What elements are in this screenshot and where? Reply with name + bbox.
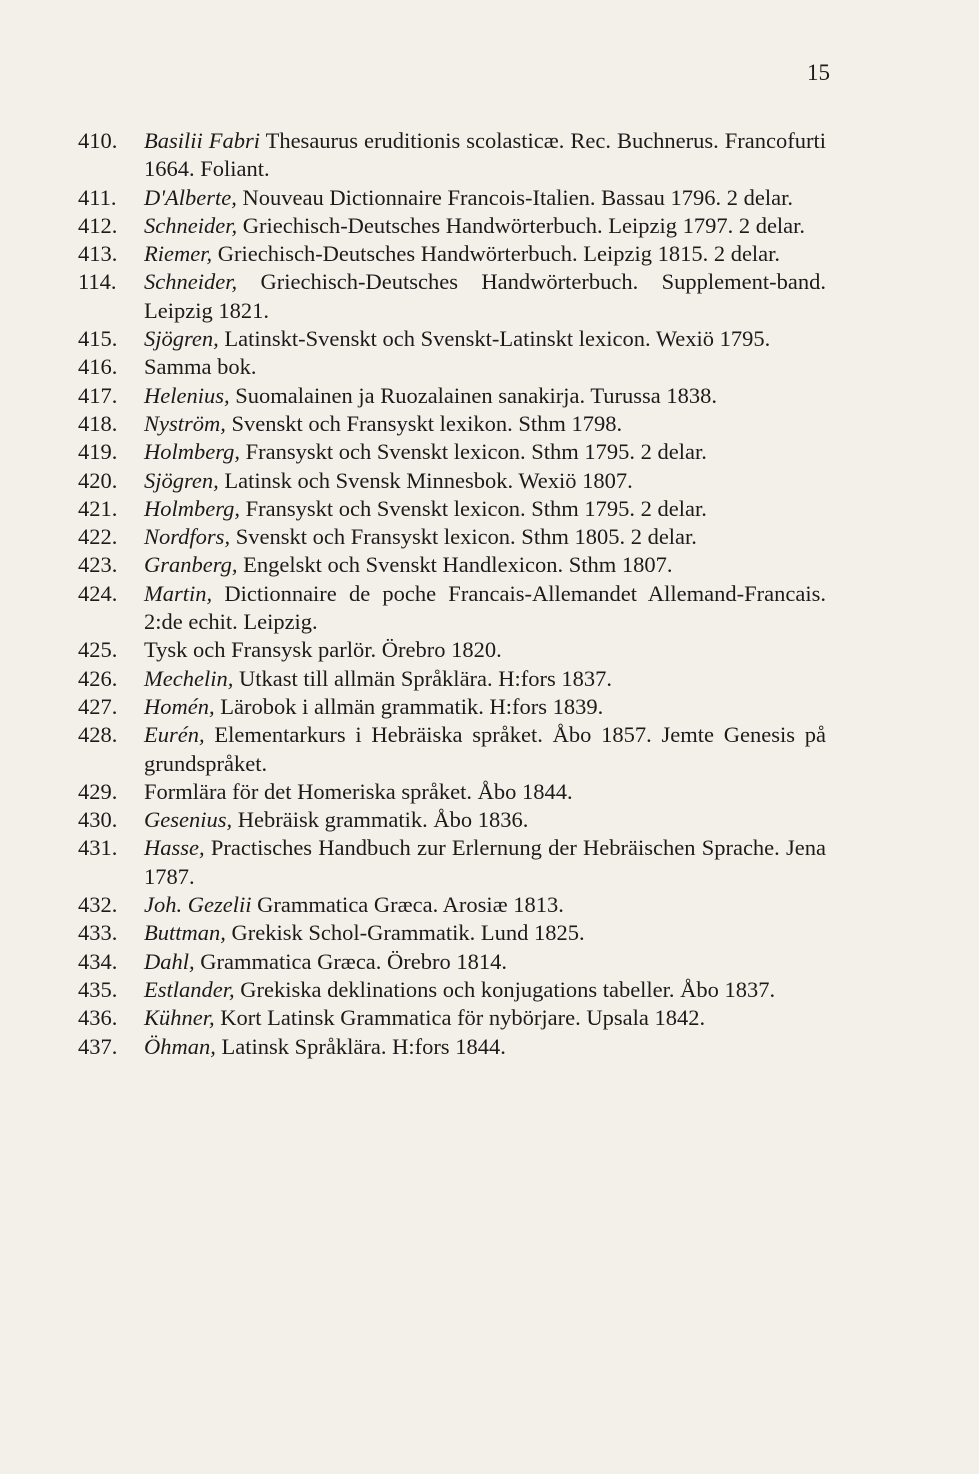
catalog-entry — [78, 551, 826, 579]
catalog-entry — [78, 721, 826, 778]
entry-author: Gesenius, — [144, 807, 233, 833]
entry-number: 417. — [78, 382, 118, 408]
entry-author: Martin, — [144, 580, 213, 606]
entry-number: 419. — [78, 439, 118, 465]
entry-text — [144, 382, 826, 410]
entry-title: Tysk och Fransysk parlör. Örebro 1820. — [144, 637, 502, 663]
entry-author: Homén, — [144, 693, 215, 719]
catalog-entry — [78, 212, 826, 240]
entry-text — [144, 778, 826, 806]
entry-number: 437. — [78, 1033, 118, 1059]
catalog-entry — [78, 806, 826, 834]
entry-title: Latinsk Språklära. H:fors 1844. — [215, 1033, 506, 1059]
entry-title: Griechisch-Deutsches Handwörterbuch. Supplement-band. Leipzig 1821. — [144, 269, 826, 323]
entry-title: Fransyskt och Svenskt lexicon. Sthm 1795. 2 delar. — [240, 495, 707, 521]
catalog-entry — [78, 1004, 826, 1032]
entry-number: 415. — [78, 326, 118, 352]
catalog-entry — [78, 495, 826, 523]
entry-number: 435. — [78, 976, 118, 1002]
entry-text — [144, 693, 826, 721]
entry-author: Schneider, — [144, 269, 238, 295]
entry-text — [144, 184, 826, 212]
catalog-entry — [78, 438, 826, 466]
entry-title: Latinskt-Svenskt och Svenskt-Latinskt lexicon. Wexiö 1795. — [218, 326, 771, 352]
entry-author: Basilii Fabri — [144, 128, 260, 153]
entry-title: Elementarkurs i Hebräiska språket. Åbo 1857. Jemte Genesis på grundspråket. — [144, 722, 826, 776]
entry-title: Latinsk och Svensk Minnesbok. Wexiö 1807. — [218, 467, 633, 493]
entry-number: 425. — [78, 637, 118, 663]
entry-title: Utkast till allmän Språklära. H:fors 1837. — [233, 665, 613, 691]
entry-author: Kühner, — [144, 1005, 215, 1031]
entry-author: Helenius, — [144, 382, 230, 408]
entry-number: 429. — [78, 778, 118, 804]
catalog-entry — [78, 184, 826, 212]
catalog-entry — [78, 834, 826, 891]
entry-title: Formlära för det Homeriska språket. Åbo 1844. — [144, 778, 573, 804]
entry-text — [144, 721, 826, 778]
entry-title: Fransyskt och Svenskt lexicon. Sthm 1795. 2 delar. — [240, 439, 707, 465]
entry-text — [144, 948, 826, 976]
entry-title: Griechisch-Deutsches Handwörterbuch. Leipzig 1815. 2 delar. — [212, 241, 781, 267]
catalog-entry — [78, 693, 826, 721]
entry-text — [144, 325, 826, 353]
catalog-entry — [78, 580, 826, 637]
entry-author: Nyström, — [144, 410, 226, 436]
entry-text — [144, 495, 826, 523]
catalog-entry — [78, 325, 826, 353]
entry-text — [144, 240, 826, 268]
entry-author: Sjögren, — [144, 467, 219, 493]
catalog-entry — [78, 353, 826, 381]
entry-number: 427. — [78, 693, 118, 719]
entry-author: Holmberg, — [144, 495, 241, 521]
entry-number: 433. — [78, 920, 118, 946]
entry-title: Dictionnaire de poche Francais-Allemandet Allemand-Francais. 2:de echit. Leipzig. — [144, 580, 826, 635]
entry-number: 420. — [78, 467, 118, 493]
entry-number: 422. — [78, 524, 118, 550]
entry-title: Suomalainen ja Ruozalainen sanakirja. Turussa 1838. — [229, 382, 718, 408]
entry-author: Nordfors, — [144, 524, 231, 550]
entry-title: Engelskt och Svenskt Handlexicon. Sthm 1807. — [237, 552, 673, 578]
entry-title: Griechisch-Deutsches Handwörterbuch. Leipzig 1797. 2 delar. — [237, 212, 806, 238]
catalog-entry — [78, 891, 826, 919]
entry-title: Svenskt och Fransyskt lexikon. Sthm 1798. — [225, 410, 623, 436]
entry-author: Buttman, — [144, 920, 226, 946]
entry-title: Grekisk Schol-Grammatik. Lund 1825. — [225, 920, 585, 946]
entry-number: 432. — [78, 892, 118, 918]
catalog-entry — [78, 778, 826, 806]
entry-number: 410. — [78, 128, 118, 153]
entry-number: 412. — [78, 212, 118, 238]
entry-text — [144, 806, 826, 834]
entry-text — [144, 467, 826, 495]
entry-author: Hasse, — [144, 835, 205, 861]
entry-text — [144, 438, 826, 466]
entry-author: Joh. Gezelii — [144, 892, 252, 918]
catalog-entry — [78, 523, 826, 551]
entry-number: 413. — [78, 241, 118, 267]
entry-author: Holmberg, — [144, 439, 241, 465]
entry-title: Lärobok i allmän grammatik. H:fors 1839. — [214, 693, 604, 719]
entry-author: Eurén, — [144, 722, 205, 748]
entry-author: Granberg, — [144, 552, 238, 578]
catalog-entry — [78, 976, 826, 1004]
entry-number: 436. — [78, 1005, 118, 1031]
entry-title: Svenskt och Fransyskt lexicon. Sthm 1805. 2 delar. — [230, 524, 697, 550]
entry-text — [144, 523, 826, 551]
entry-title: Kort Latinsk Grammatica för nybörjare. Upsala 1842. — [214, 1005, 706, 1031]
entry-text — [144, 1004, 826, 1032]
entry-number: 114. — [78, 269, 117, 295]
entry-number: 430. — [78, 807, 118, 833]
entry-text — [144, 891, 826, 919]
catalog-entry — [78, 948, 826, 976]
catalog-entry — [78, 1033, 826, 1061]
entry-text — [144, 212, 826, 240]
entry-title: Nouveau Dictionnaire Francois-Italien. Bassau 1796. 2 delar. — [236, 184, 794, 210]
entry-text — [144, 636, 826, 664]
catalog-entry — [78, 382, 826, 410]
catalog-entry — [78, 636, 826, 664]
entry-author: Öhman, — [144, 1033, 216, 1059]
entry-number: 411. — [78, 184, 117, 210]
entry-text — [144, 127, 826, 184]
entry-title: Grekiska deklinations och konjugations tabeller. Åbo 1837. — [234, 976, 776, 1002]
entry-text — [144, 919, 826, 947]
entry-author: Schneider, — [144, 212, 238, 238]
entry-title: Thesaurus eruditionis scolasticæ. Rec. Buchnerus. Francofurti 1664. Foliant. — [144, 128, 826, 182]
entry-text — [144, 410, 826, 438]
entry-author: Estlander, — [144, 976, 235, 1002]
entry-title: Samma bok. — [144, 354, 257, 380]
entry-text — [144, 580, 826, 637]
catalog-entry — [78, 467, 826, 495]
entry-number: 418. — [78, 410, 118, 436]
entry-author: Dahl, — [144, 948, 195, 974]
entry-text — [144, 551, 826, 579]
entry-text — [144, 353, 826, 381]
entry-title: Hebräisk grammatik. Åbo 1836. — [232, 807, 529, 833]
catalog-entry — [78, 268, 826, 325]
entry-number: 423. — [78, 552, 118, 578]
entry-author: Sjögren, — [144, 326, 219, 352]
entry-number: 428. — [78, 722, 118, 748]
entry-text — [144, 976, 826, 1004]
entry-number: 416. — [78, 354, 118, 380]
book-catalog-list — [78, 127, 826, 1061]
catalog-entry — [78, 665, 826, 693]
entry-number: 424. — [78, 580, 118, 606]
entry-author: Mechelin, — [144, 665, 234, 691]
entry-author: D'Alberte, — [144, 184, 237, 210]
entry-title: Grammatica Græca. Arosiæ 1813. — [251, 892, 564, 918]
catalog-entry — [78, 127, 826, 184]
entry-number: 426. — [78, 665, 118, 691]
entry-title: Practisches Handbuch zur Erlernung der Hebräischen Sprache. Jena 1787. — [144, 835, 826, 889]
entry-number: 431. — [78, 835, 118, 861]
catalog-entry — [78, 919, 826, 947]
entry-text — [144, 1033, 826, 1061]
entry-author: Riemer, — [144, 241, 213, 267]
catalog-entry — [78, 410, 826, 438]
entry-number: 421. — [78, 495, 118, 521]
entry-text — [144, 268, 826, 325]
catalog-entry — [78, 240, 826, 268]
entry-text — [144, 665, 826, 693]
page-number: 15 — [807, 60, 830, 85]
entry-text — [144, 834, 826, 891]
entry-title: Grammatica Græca. Örebro 1814. — [194, 948, 508, 974]
entry-number: 434. — [78, 948, 118, 974]
